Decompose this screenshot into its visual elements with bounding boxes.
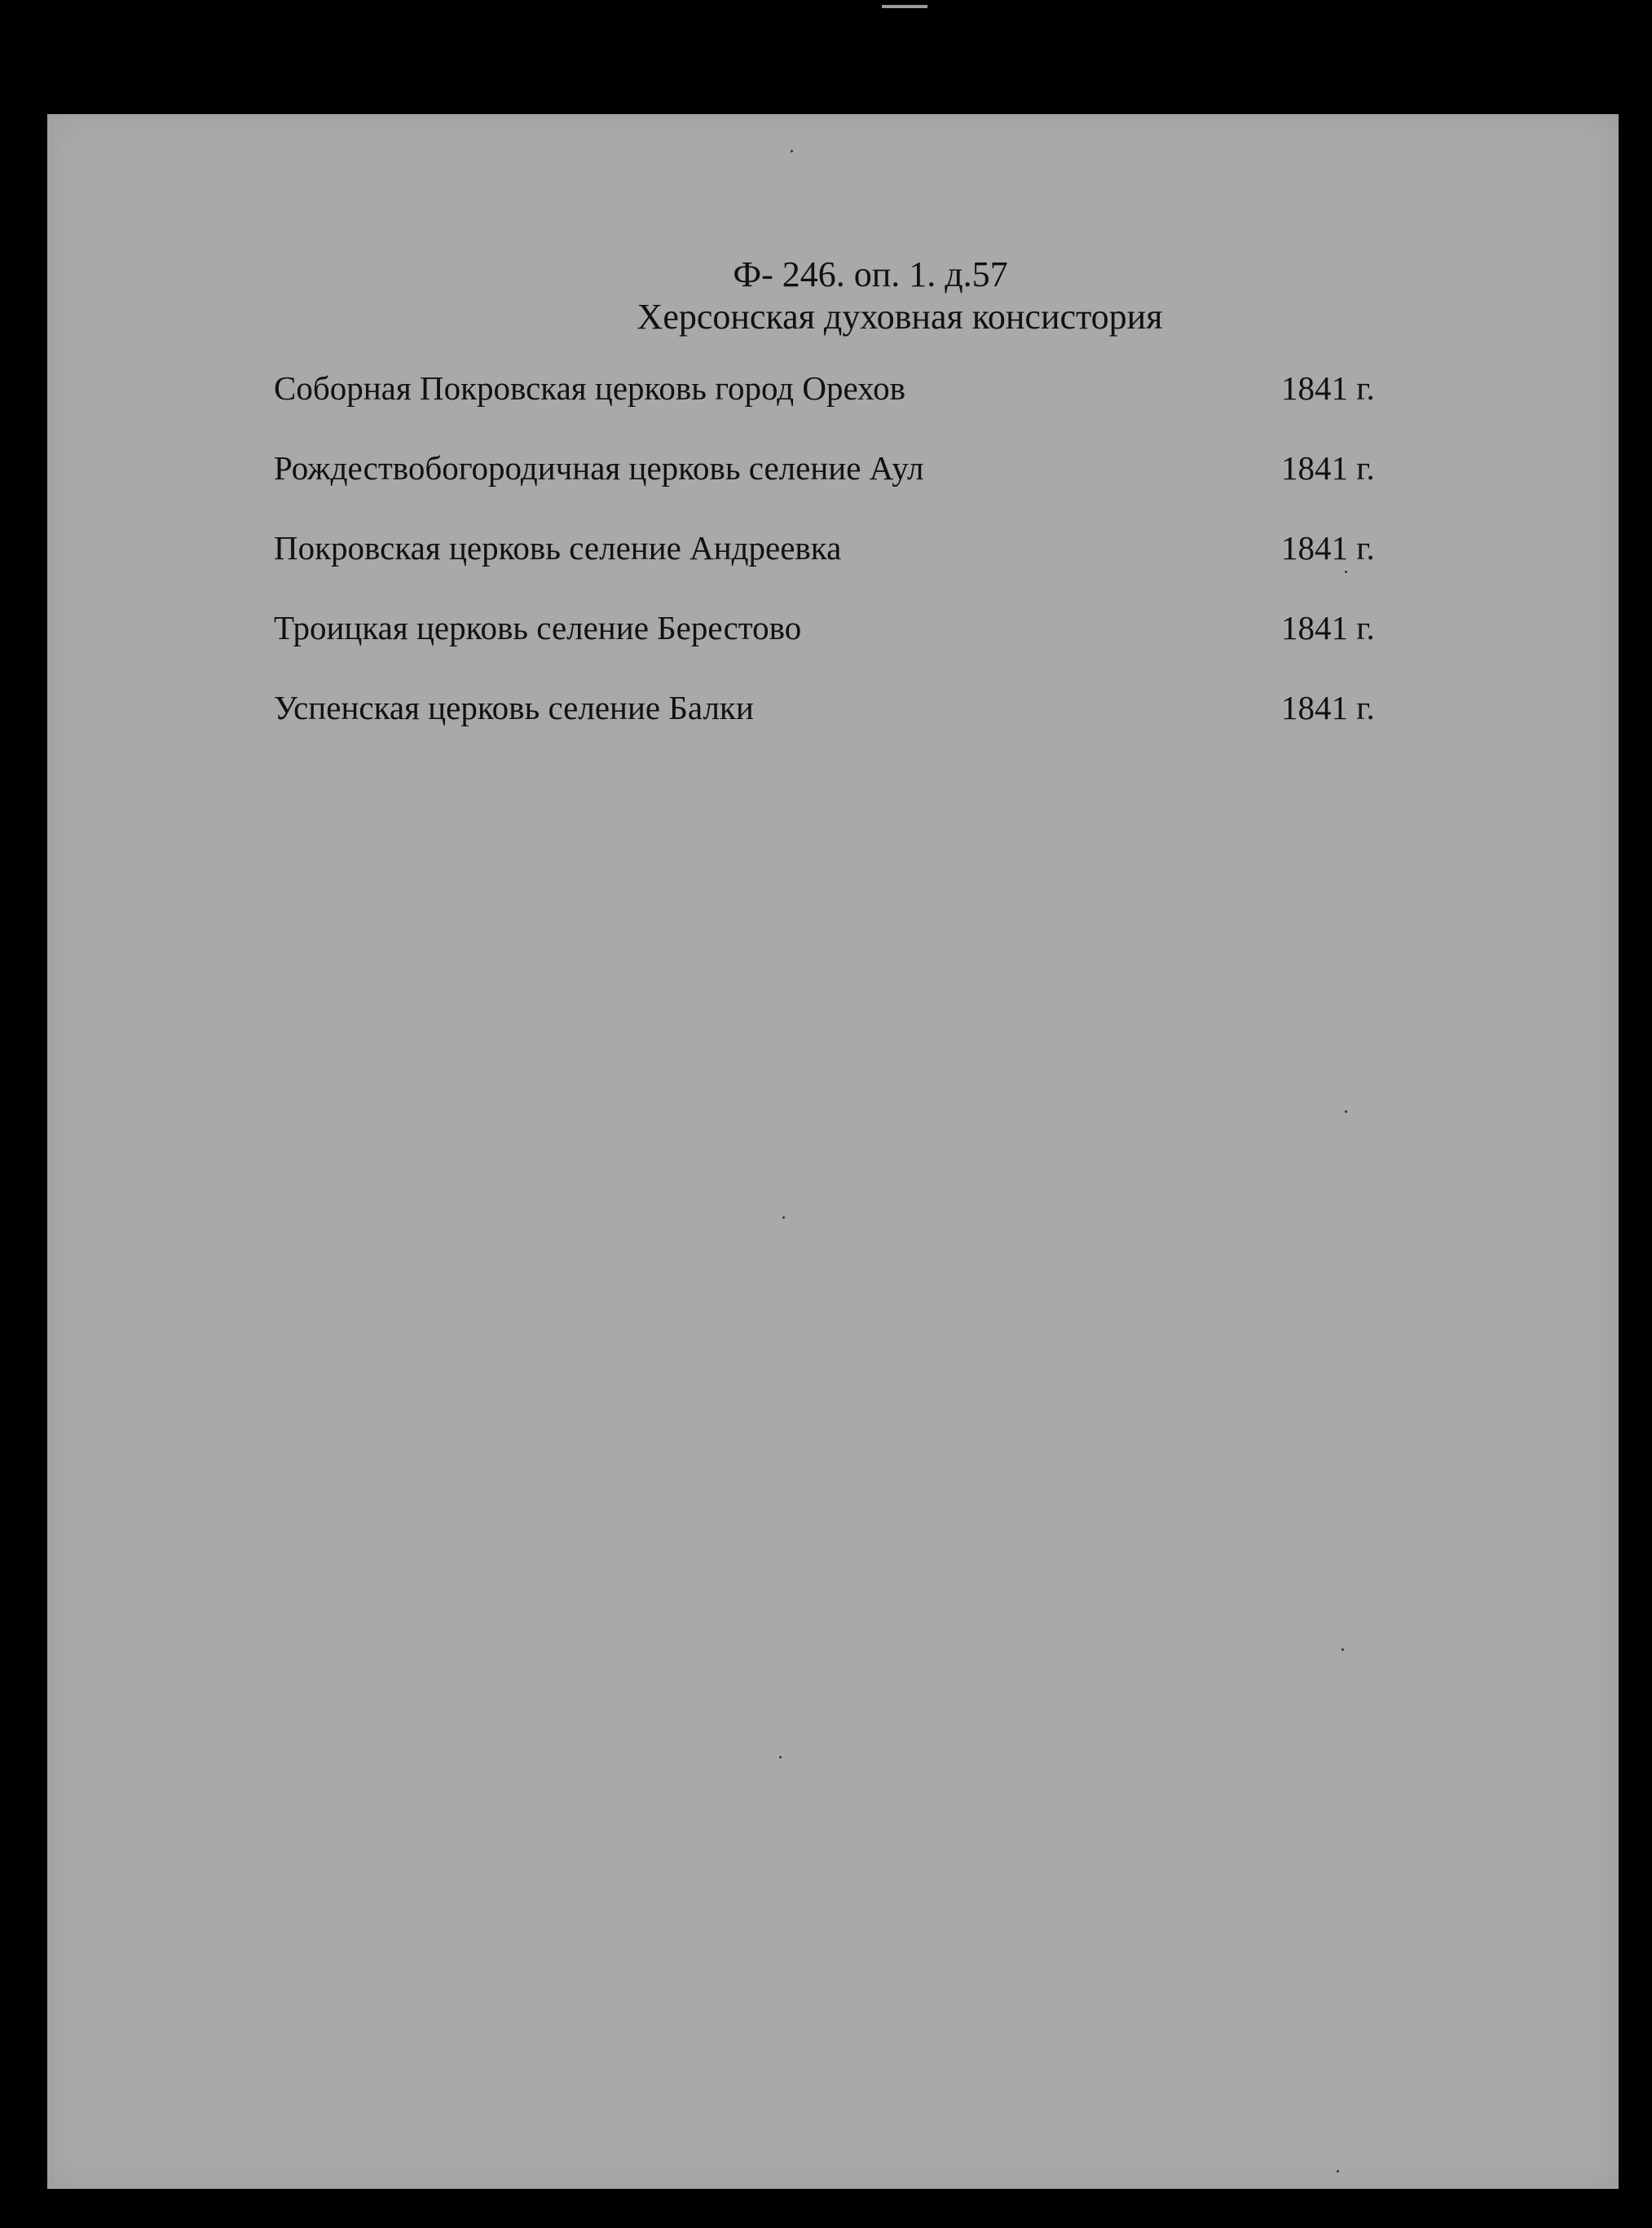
church-year: 1841 г. (1281, 689, 1375, 726)
church-name: Успенская церковь селение Балки (274, 689, 754, 726)
institution-title: Херсонская духовная консистория (637, 297, 1163, 337)
archive-reference: Ф- 246. оп. 1. д.57 (733, 254, 1008, 294)
list-item (47, 448, 1619, 497)
church-year: 1841 г. (1281, 449, 1375, 487)
church-name: Покровская церковь селение Андреевка (274, 529, 842, 567)
list-item (47, 608, 1619, 657)
dust-speck (1345, 1110, 1347, 1113)
dust-speck (1337, 2170, 1339, 2173)
church-year: 1841 г. (1281, 609, 1375, 646)
church-year: 1841 г. (1281, 369, 1375, 407)
dust-speck (1341, 1648, 1344, 1651)
list-item (47, 688, 1619, 737)
list-item (47, 368, 1619, 417)
church-year: 1841 г. (1281, 529, 1375, 567)
list-item (47, 528, 1619, 577)
dust-speck (782, 1216, 785, 1219)
scan-artifact (882, 5, 927, 8)
dust-speck (1345, 571, 1347, 573)
church-name: Рождествобогородичная церковь селение Аул (274, 449, 924, 487)
church-name: Соборная Покровская церковь город Орехов (274, 369, 905, 407)
paper-sheet (47, 114, 1619, 2189)
dust-speck (779, 1756, 782, 1758)
church-name: Троицкая церковь селение Берестово (274, 609, 802, 646)
dust-speck (791, 150, 793, 152)
